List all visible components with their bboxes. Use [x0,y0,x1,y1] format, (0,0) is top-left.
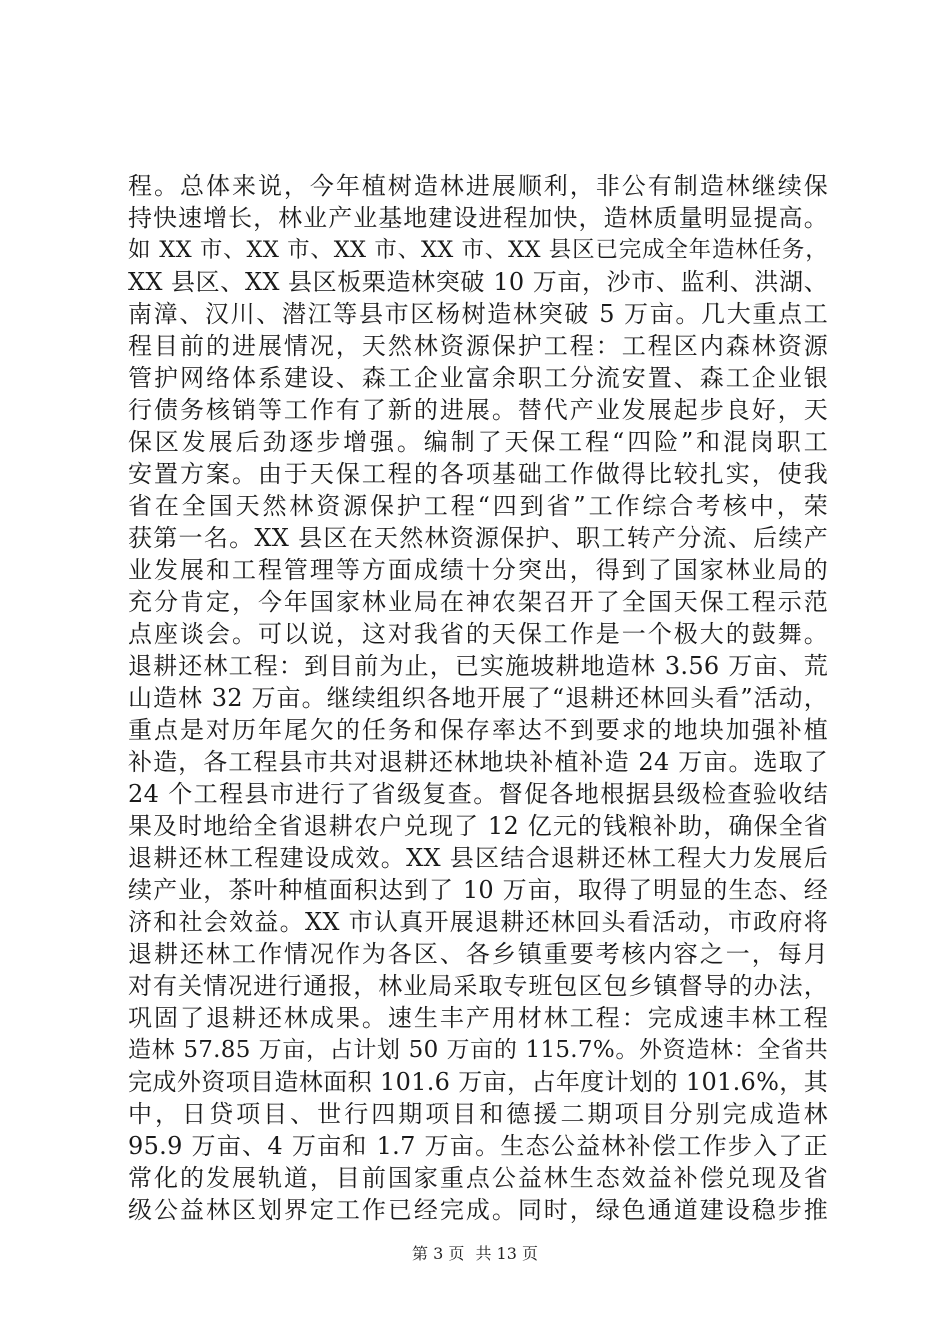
text-line: 济和社会效益。XX 市认真开展退耕还林回头看活动，市政府将 [128,908,828,936]
text-line: 行债务核销等工作有了新的进展。替代产业发展起步良好，天 [128,396,828,424]
text-line: 如 XX 市、XX 市、XX 市、XX 市、XX 县区已完成全年造林任务， [128,237,828,263]
text-line: XX 县区、XX 县区板栗造林突破 10 万亩，沙市、监利、洪湖、 [128,268,828,296]
text-line: 果及时地给全省退耕农户兑现了 12 亿元的钱粮补助，确保全省 [128,812,828,840]
text-line: 级公益林区划界定工作已经完成。同时，绿色通道建设稳步推 [128,1196,828,1224]
text-line: 保区发展后劲逐步增强。编制了天保工程“四险”和混岗职工 [128,428,828,456]
page-total: 共 13 页 [475,1244,538,1263]
text-line: 安置方案。由于天保工程的各项基础工作做得比较扎实，使我 [128,460,828,488]
text-line: 完成外资项目造林面积 101.6 万亩，占年度计划的 101.6%，其 [128,1068,828,1096]
text-line: 退耕还林工程建设成效。XX 县区结合退耕还林工程大力发展后 [128,844,828,872]
text-line: 退耕还林工作情况作为各区、各乡镇重要考核内容之一，每月 [128,940,828,968]
page-number: 第 3 页 [412,1244,465,1263]
page-footer [0,1244,950,1264]
text-line: 业发展和工程管理等方面成绩十分突出，得到了国家林业局的 [128,556,828,584]
text-line: 补造，各工程县市共对退耕还林地块补植补造 24 万亩。选取了 [128,748,828,776]
text-line: 程目前的进展情况，天然林资源保护工程：工程区内森林资源 [128,332,828,360]
text-line: 中，日贷项目、世行四期项目和德援二期项目分别完成造林 [128,1100,828,1128]
text-line: 重点是对历年尾欠的任务和保存率达不到要求的地块加强补植 [128,716,828,744]
text-line: 南漳、汉川、潜江等县市区杨树造林突破 5 万亩。几大重点工 [128,300,828,328]
text-line: 常化的发展轨道，目前国家重点公益林生态效益补偿兑现及省 [128,1164,828,1192]
text-line: 省在全国天然林资源保护工程“四到省”工作综合考核中，荣 [128,492,828,520]
text-line: 山造林 32 万亩。继续组织各地开展了“退耕还林回头看”活动， [128,684,828,712]
text-line: 巩固了退耕还林成果。速生丰产用材林工程：完成速丰林工程 [128,1004,828,1032]
text-line: 管护网络体系建设、森工企业富余职工分流安置、森工企业银 [128,364,828,392]
text-line: 充分肯定，今年国家林业局在神农架召开了全国天保工程示范 [128,588,828,616]
text-line: 对有关情况进行通报，林业局采取专班包区包乡镇督导的办法， [128,972,828,1000]
text-line: 24 个工程县市进行了省级复查。督促各地根据县级检查验收结 [128,780,828,808]
text-line: 点座谈会。可以说，这对我省的天保工作是一个极大的鼓舞。 [128,620,828,648]
text-line: 退耕还林工程：到目前为止，已实施坡耕地造林 3.56 万亩、荒 [128,652,828,680]
text-line: 程。总体来说，今年植树造林进展顺利，非公有制造林继续保 [128,172,828,200]
text-line: 95.9 万亩、4 万亩和 1.7 万亩。生态公益林补偿工作步入了正 [128,1132,828,1160]
text-line: 获第一名。XX 县区在天然林资源保护、职工转产分流、后续产 [128,524,828,552]
text-line: 续产业，茶叶种植面积达到了 10 万亩，取得了明显的生态、经 [128,876,828,904]
text-line: 造林 57.85 万亩，占计划 50 万亩的 115.7%。外资造林：全省共 [128,1037,828,1063]
body-text [128,170,828,1226]
text-line: 持快速增长，林业产业基地建设进程加快，造林质量明显提高。 [128,204,828,232]
